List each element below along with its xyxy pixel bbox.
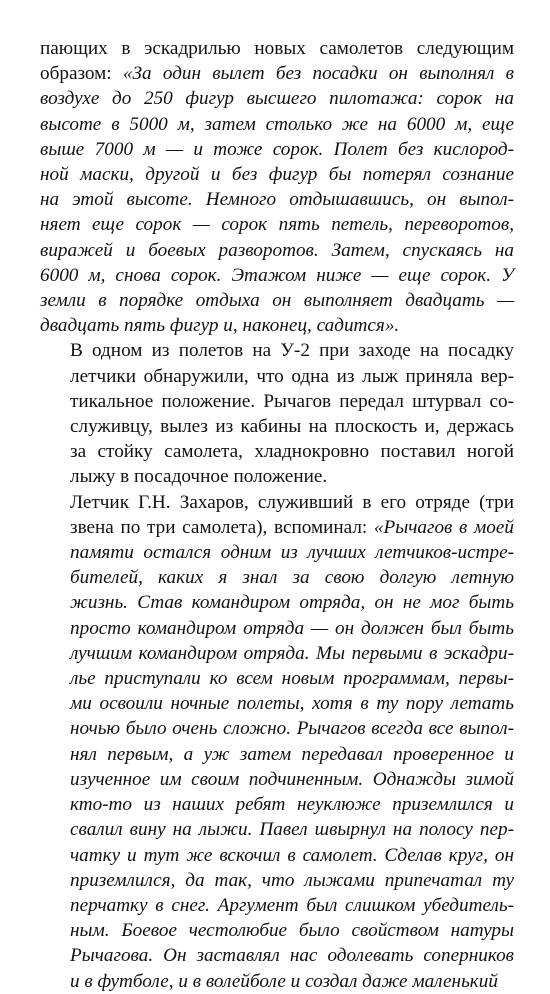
- italic-text: воздухе до 250 фигур высшего пилотажа: сорок на: [40, 88, 514, 110]
- text-line: [40, 187, 514, 212]
- text-line: [40, 389, 514, 414]
- text-line: [40, 288, 514, 313]
- text-segment: за стойку самолета, хладнокровно поставил ногой: [70, 441, 514, 463]
- italic-text: выше 7000 м — и тоже сорок. Полет без кислород-: [40, 138, 514, 160]
- paragraph: [40, 338, 514, 489]
- text-line: [40, 515, 514, 540]
- paragraph: [40, 36, 514, 338]
- italic-text: 6000 м, снова сорок. Этажом ниже — еще сорок. У: [40, 264, 514, 286]
- text-line: [40, 364, 514, 389]
- italic-text: и в футболе, и в волейболе и создал даже маленький: [70, 970, 498, 992]
- italic-text: приземлился, да так, что лыжами припечатал ту: [70, 869, 514, 891]
- italic-text: ной маски, другой и без фигур бы потерял сознание: [40, 164, 514, 186]
- text-line: [40, 414, 514, 439]
- text-line: [40, 137, 514, 162]
- text-line: [40, 490, 514, 515]
- text-line: [40, 742, 514, 767]
- text-line: [40, 36, 514, 61]
- text-line: [40, 565, 514, 590]
- italic-text: перчатку в снег. Аргумент был слишком убедитель-: [70, 894, 514, 916]
- italic-text: «За один вылет без посадки он выполнял в: [122, 63, 514, 85]
- italic-text: просто командиром отряда — он должен был быть: [70, 617, 514, 639]
- text-line: [40, 616, 514, 641]
- italic-text: лучшим командиром отряда. Мы первыми в эскадри-: [70, 642, 514, 664]
- italic-text: двадцать пять фигур и, наконец, садится».: [40, 315, 400, 337]
- italic-text: жизнь. Став командиром отряда, он не мог быть: [70, 592, 514, 614]
- italic-text: на этой высоте. Немного отдышавшись, он выпол-: [40, 189, 514, 211]
- text-segment: звена по три самолета), вспоминал:: [70, 516, 374, 538]
- italic-text: высоте в 5000 м, затем столько же на 6000 м, еще: [40, 113, 514, 135]
- text-segment: лыжу в посадочное положение.: [70, 466, 328, 488]
- text-line: [40, 313, 514, 338]
- italic-text: няет еще сорок — сорок пять петель, переворотов,: [40, 214, 514, 236]
- paragraph: [40, 490, 514, 994]
- text-line: [40, 716, 514, 741]
- text-line: [40, 943, 514, 968]
- italic-text: свалил вину на лыжи. Павел швырнул на полосу пер-: [70, 819, 514, 841]
- text-segment: летчики обнаружили, что одна из лыж приняла вер-: [70, 365, 514, 387]
- italic-text: Рычагова. Он заставлял нас одолевать соперников: [70, 945, 514, 967]
- italic-text: бителей, каких я знал за свою долгую летную: [70, 567, 514, 589]
- italic-text: нял первым, а уж затем передавал проверенное и: [70, 743, 514, 765]
- text-line: [40, 843, 514, 868]
- italic-text: изученное им своим подчиненным. Однажды зимой: [70, 768, 514, 790]
- text-line: [40, 162, 514, 187]
- text-segment: В одном из полетов на У-2 при заходе на посадку: [70, 340, 514, 362]
- italic-text: кто-то из наших ребят неуклюже приземлился и: [70, 794, 514, 816]
- text-line: [40, 61, 514, 86]
- book-page-text: [40, 36, 514, 994]
- text-line: [40, 439, 514, 464]
- italic-text: ми освоили ночные полеты, хотя в ту пору летать: [70, 693, 514, 715]
- text-segment: тикальное положение. Рычагов передал штурвал со-: [70, 390, 514, 412]
- text-line: [40, 540, 514, 565]
- text-line: [40, 767, 514, 792]
- italic-text: ным. Боевое честолюбие было свойством натуры: [70, 920, 514, 942]
- text-line: [40, 691, 514, 716]
- italic-text: «Рычагов в моей: [373, 516, 514, 538]
- text-line: [40, 792, 514, 817]
- text-segment: Летчик Г.Н. Захаров, служивший в его отряде (три: [70, 491, 514, 513]
- text-line: [40, 868, 514, 893]
- text-line: [40, 263, 514, 288]
- text-segment: образом:: [40, 63, 123, 85]
- text-line: [40, 238, 514, 263]
- text-line: [40, 590, 514, 615]
- text-line: [40, 817, 514, 842]
- text-line: [40, 893, 514, 918]
- text-line: [40, 641, 514, 666]
- italic-text: чатку и тут же вскочил в самолет. Сделав круг, он: [70, 844, 514, 866]
- text-line: [40, 86, 514, 111]
- italic-text: памяти остался одним из лучших летчиков-истре-: [70, 542, 514, 564]
- text-line: [40, 212, 514, 237]
- text-line: [40, 918, 514, 943]
- text-line: [40, 464, 514, 489]
- text-segment: пающих в эскадрилью новых самолетов следующим: [40, 38, 514, 59]
- text-line: [40, 969, 514, 994]
- italic-text: виражей и боевых разворотов. Затем, спускаясь на: [40, 239, 514, 261]
- text-line: [40, 112, 514, 137]
- text-segment: служивцу, вылез из кабины на плоскость и, держась: [70, 416, 514, 438]
- italic-text: земли в порядке отдыха он выполняет двадцать —: [40, 290, 514, 312]
- italic-text: лье приступали ко всем новым программам, первы-: [70, 668, 514, 690]
- text-line: [40, 338, 514, 363]
- text-line: [40, 666, 514, 691]
- italic-text: ночью было очень сложно. Рычагов всегда все выпол-: [70, 718, 514, 740]
